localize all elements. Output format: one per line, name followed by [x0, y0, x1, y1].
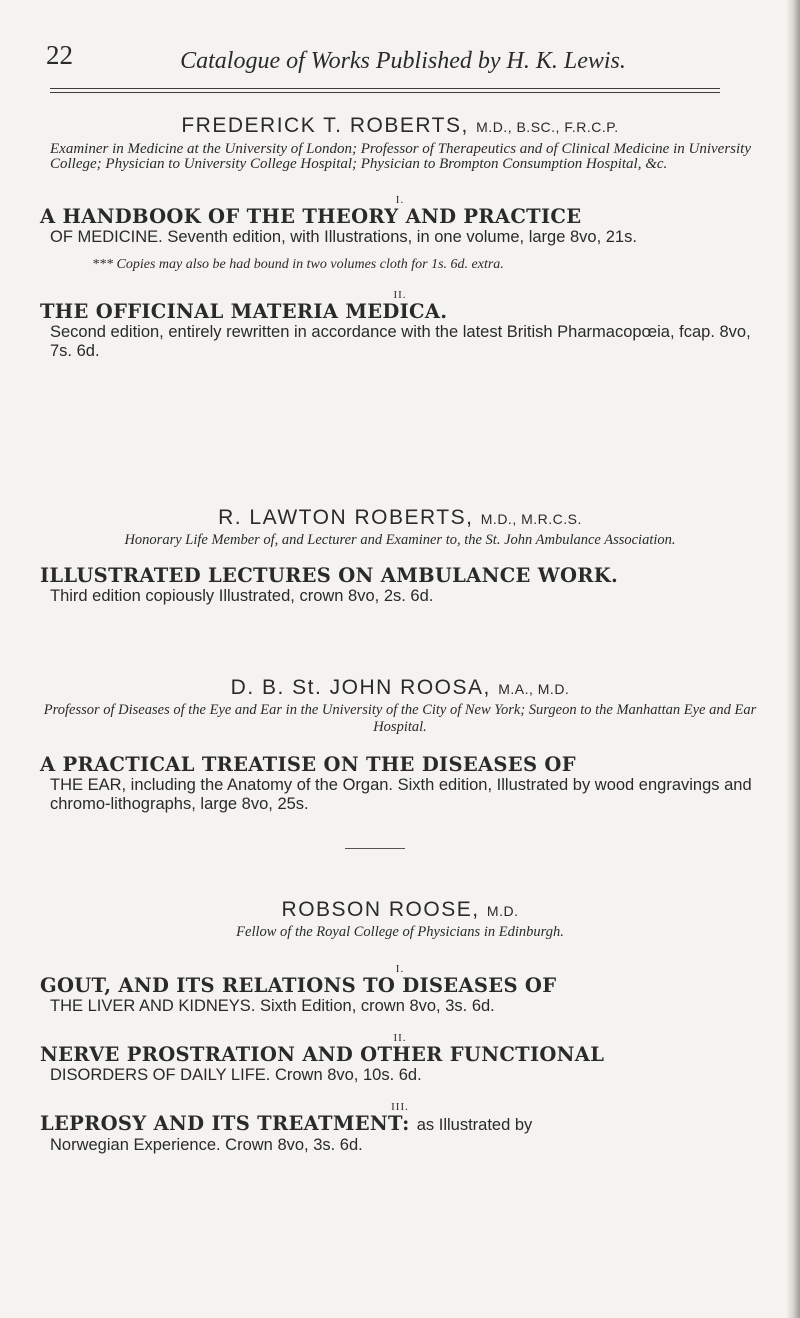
- work-title: A HANDBOOK OF THE THEORY AND PRACTICE: [40, 205, 582, 228]
- work-number: II.: [393, 289, 407, 301]
- work-title: GOUT, AND ITS RELATIONS TO DISEASES OF: [40, 974, 557, 997]
- work-number: I.: [395, 963, 405, 975]
- work-number: I.: [395, 194, 405, 206]
- work-title: THE OFFICINAL MATERIA MEDICA.: [40, 300, 448, 323]
- author-name-text: R. LAWTON ROBERTS,: [218, 506, 474, 529]
- author-description: Professor of Diseases of the Eye and Ear in the University of the City of New York; Surgeon to the Manhattan Eye and Ear Hospital.: [43, 702, 757, 735]
- entry-roose: [40, 898, 760, 1155]
- work-title: [40, 1113, 760, 1136]
- author-credentials: M.D., M.R.C.S.: [480, 511, 582, 527]
- work-title: NERVE PROSTRATION AND OTHER FUNCTIONAL: [40, 1043, 605, 1066]
- author-name: [40, 898, 760, 922]
- author-credentials: M.D., B.SC., F.R.C.P.: [476, 119, 619, 135]
- author-description: Examiner in Medicine at the University of London; Professor of Therapeutics and of Clinical Medicine in University College; Physician to University College Hospital; Physician to Brompton Consumption Hospital, &c.: [50, 141, 751, 172]
- work-note: *** Copies may also be had bound in two volumes cloth for 1s. 6d. extra.: [92, 257, 504, 272]
- entry-frederick-roberts: [40, 114, 760, 361]
- work-title-text: LEPROSY AND ITS TREATMENT:: [40, 1112, 410, 1135]
- work-details: THE LIVER AND KIDNEYS. Sixth Edition, crown 8vo, 3s. 6d.: [50, 997, 495, 1015]
- author-description: Fellow of the Royal College of Physicians in Edinburgh.: [236, 924, 564, 940]
- header-rule: [50, 88, 720, 89]
- work-details-inline: as Illustrated by: [416, 1116, 533, 1134]
- work-number: III.: [391, 1101, 409, 1113]
- section-divider: [345, 848, 405, 849]
- work-title: A PRACTICAL TREATISE ON THE DISEASES OF: [40, 753, 576, 776]
- work-details: THE EAR, including the Anatomy of the Organ. Sixth edition, Illustrated by wood engravings and chromo-lithographs, large 8vo, 25s.: [50, 776, 752, 813]
- author-name-text: FREDERICK T. ROBERTS,: [181, 114, 469, 137]
- author-name: [40, 506, 760, 530]
- author-name: [40, 676, 760, 700]
- author-description: Honorary Life Member of, and Lecturer and Examiner to, the St. John Ambulance Association.: [124, 532, 676, 548]
- author-name: [40, 114, 760, 138]
- work-details: DISORDERS OF DAILY LIFE. Crown 8vo, 10s. 6d.: [50, 1066, 422, 1084]
- entry-roosa: [40, 676, 760, 814]
- work-details: Third edition copiously Illustrated, crown 8vo, 2s. 6d.: [50, 587, 434, 605]
- work-details: OF MEDICINE. Seventh edition, with Illustrations, in one volume, large 8vo, 21s.: [50, 228, 637, 246]
- work-details: Norwegian Experience. Crown 8vo, 3s. 6d.: [50, 1136, 363, 1154]
- header-rule-thin: [50, 92, 720, 93]
- work-number: II.: [393, 1032, 407, 1044]
- page-edge-shadow: [786, 0, 800, 1318]
- author-credentials: M.D.: [486, 903, 519, 919]
- author-name-text: ROBSON ROOSE,: [281, 898, 480, 921]
- work-title: ILLUSTRATED LECTURES ON AMBULANCE WORK.: [40, 564, 619, 587]
- entry-lawton-roberts: [40, 506, 760, 606]
- page-header: [46, 40, 760, 80]
- running-title: Catalogue of Works Published by H. K. Lewis.: [180, 48, 626, 74]
- author-credentials: M.A., M.D.: [498, 681, 570, 697]
- page-number: 22: [46, 40, 73, 70]
- author-name-text: D. B. St. JOHN ROOSA,: [230, 676, 491, 699]
- work-details: Second edition, entirely rewritten in accordance with the latest British Pharmacopœia, fcap. 8vo, 7s. 6d.: [50, 323, 751, 360]
